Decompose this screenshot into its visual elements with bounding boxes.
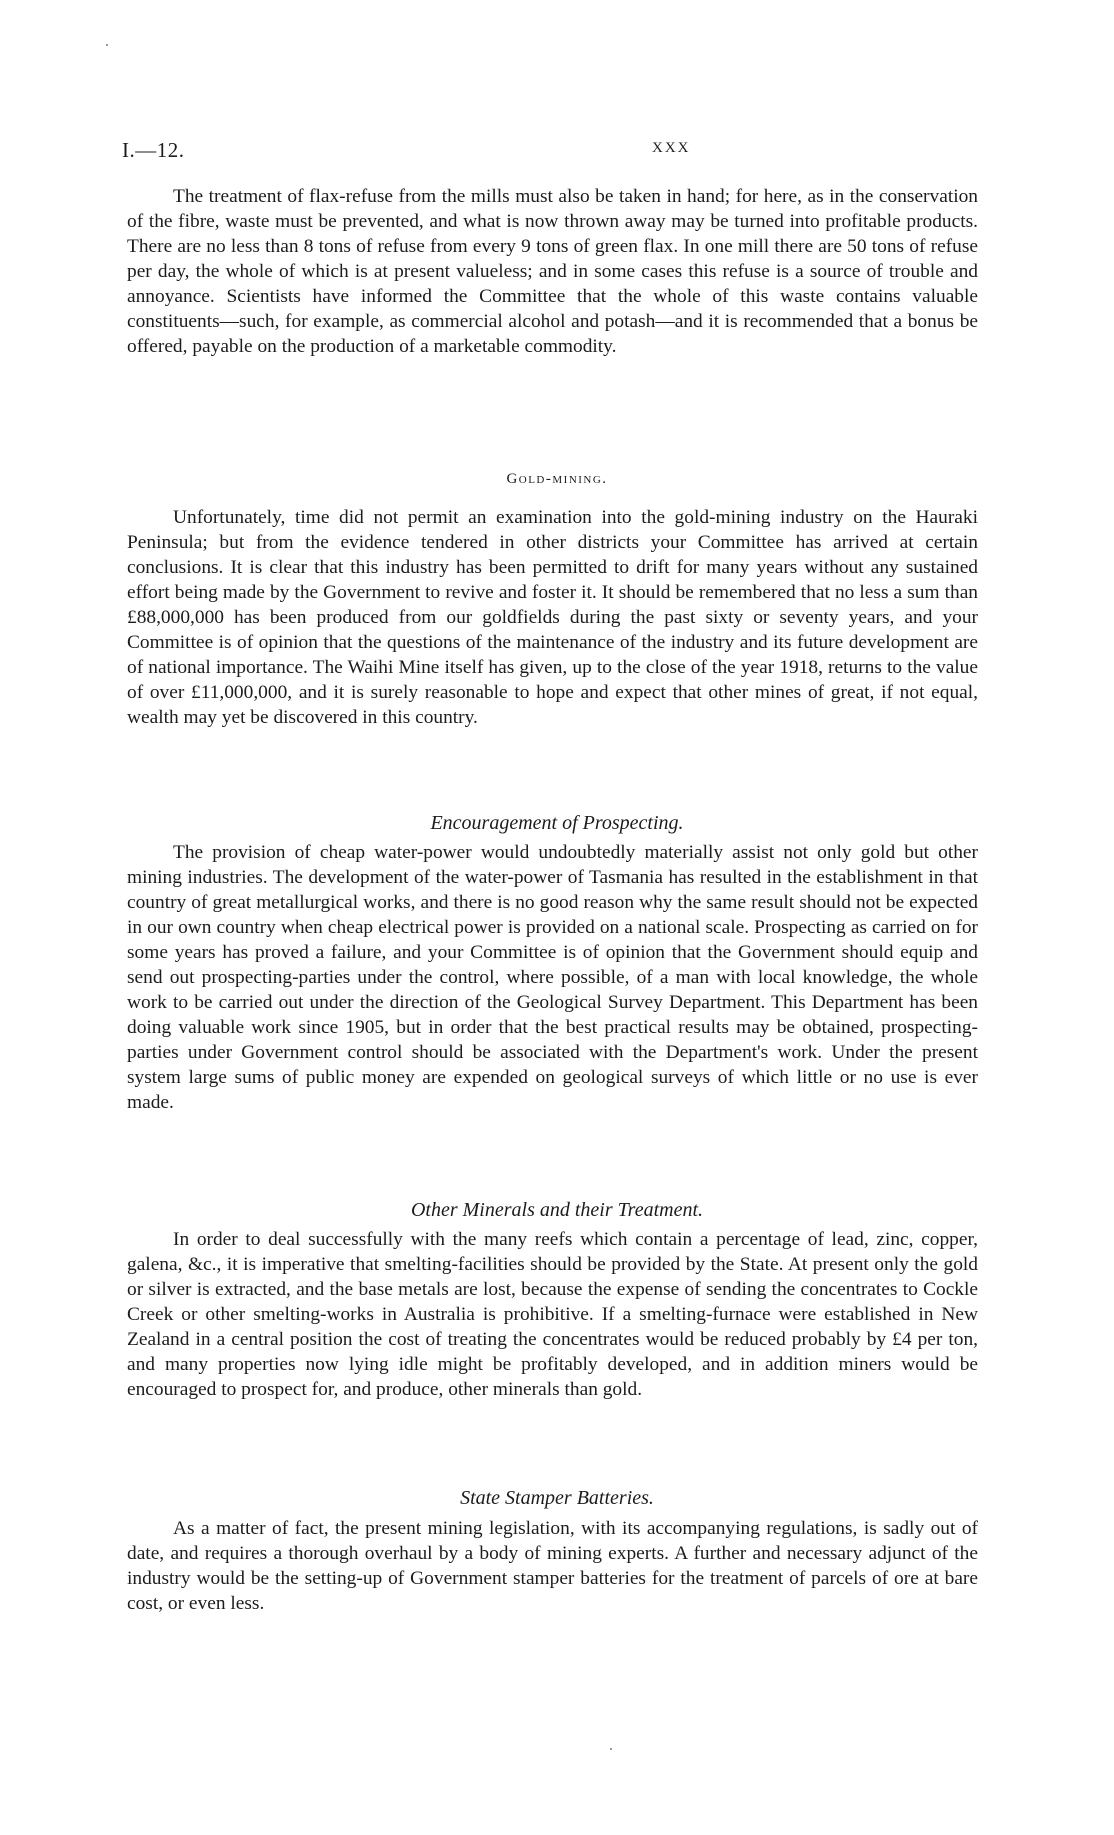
subheading-state-stamper-batteries: State Stamper Batteries. bbox=[460, 1487, 654, 1509]
prospecting-paragraph: The provision of cheap water-power would undoubtedly materially assist not only gold but other mining industries. The development of the water-power of Tasmania has resulted in the establishment in that country of great metallurgical works, and there is no good reason why the same result should not be expected in our own country when cheap electrical power is provided on a national scale. Prospecting as carried on for some years has proved a failure, and your Committee is of opinion that the Government should equip and send out prospecting-parties under the control, where possible, of a man with local knowledge, the whole work to be carried out under the direction of the Geological Survey Department. This Department has been doing valuable work since 1905, but in order that the best practical results may be obtained, prospecting-parties under Government control should be associated with the Department's work. Under the present system large sums of public money are expended on geological surveys of which little or no use is ever made. bbox=[127, 842, 978, 1113]
page-number: XXX bbox=[652, 140, 691, 156]
document-reference: I.—12. bbox=[122, 138, 185, 162]
other-minerals-paragraph: In order to deal successfully with the many reefs which contain a percentage of lead, zinc, copper, galena, &c., it is imperative that smelting-facilities should be provided by the State. At present only the gold or silver is extracted, and the base metals are lost, because the expense of sending the concentrates to Cockle Creek or other smelting-works in Australia is prohibitive. If a smelting-furnace were established in New Zealand in a central position the cost of treating the concentrates would be reduced probably by £4 per ton, and many properties now lying idle might be profitably developed, and in addition miners would be encouraged to prospect for, and produce, other minerals than gold. bbox=[127, 1229, 978, 1400]
page-header bbox=[122, 138, 1002, 162]
subheading-other-minerals: Other Minerals and their Treatment. bbox=[410, 1199, 704, 1221]
scan-speck bbox=[610, 1748, 612, 1750]
subheading-encouragement-of-prospecting: Encouragement of Prospecting. bbox=[430, 812, 684, 834]
flax-refuse-paragraph: The treatment of flax-refuse from the mills must also be taken in hand; for here, as in the conservation of the fibre, waste must be prevented, and what is now thrown away may be turned into profitable products. There are no less than 8 tons of refuse from every 9 tons of green flax. In one mill there are 50 tons of refuse per day, the whole of which is at present valueless; and in some cases this refuse is a source of trouble and annoyance. Scientists have informed the Committee that the whole of this waste contains valuable constituents—such, for example, as commercial alcohol and potash—and it is recommended that a bonus be offered, payable on the production of a marketable commodity. bbox=[127, 186, 978, 357]
gold-mining-paragraph: Unfortunately, time did not permit an examination into the gold-mining industry on the Hauraki Peninsula; but from the evidence tendered in other districts your Committee has arrived at certain conclusions. It is clear that this industry has been permitted to drift for many years without any sustained effort being made by the Government to revive and foster it. It should be remembered that no less a sum than £88,000,000 has been produced from our goldfields during the past sixty or seventy years, and your Committee is of opinion that the questions of the maintenance of the industry and its future development are of national importance. The Waihi Mine itself has given, up to the close of the year 1918, returns to the value of over £11,000,000, and it is surely reasonable to hope and expect that other mines of great, if not equal, wealth may yet be discovered in this country. bbox=[127, 507, 978, 728]
scan-speck bbox=[106, 44, 108, 46]
stamper-batteries-paragraph: As a matter of fact, the present mining legislation, with its accompanying regulations, is sadly out of date, and requires a thorough overhaul by a body of mining experts. A further and necessary adjunct of the industry would be the setting-up of Government stamper batteries for the treatment of parcels of ore at bare cost, or even less. bbox=[127, 1518, 978, 1614]
section-heading-gold-mining: Gold-mining. bbox=[506, 471, 608, 487]
